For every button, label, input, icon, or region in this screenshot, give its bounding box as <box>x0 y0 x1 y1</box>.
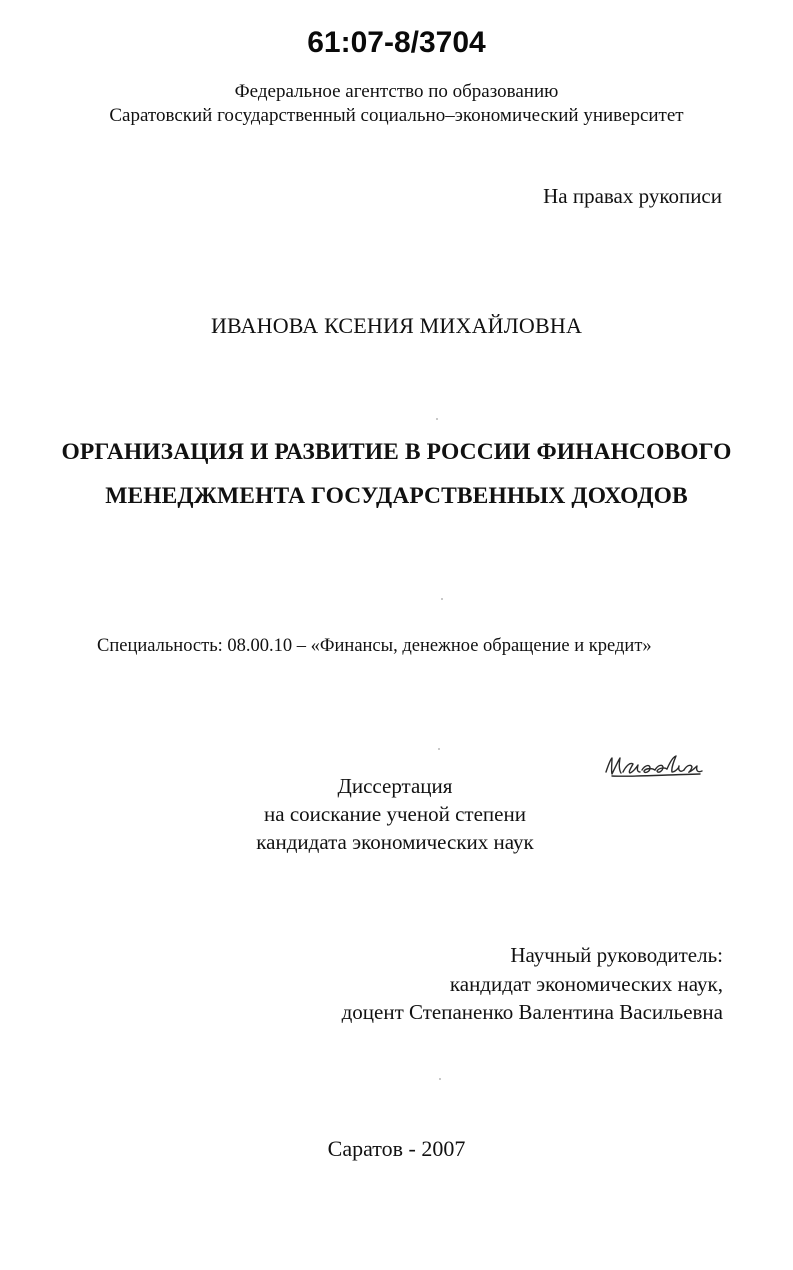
advisor-name: доцент Степаненко Валентина Васильевна <box>341 1000 723 1024</box>
scan-speck <box>436 418 438 420</box>
city-and-year: Саратов - 2007 <box>327 1136 466 1161</box>
degree-name: кандидата экономических наук <box>256 830 534 854</box>
handwritten-signature <box>600 748 710 782</box>
scan-speck <box>439 1078 441 1080</box>
advisor-degree: кандидат экономических наук, <box>449 971 723 996</box>
specialty-line: Специальность: 08.00.10 – «Финансы, денежное обращение и кредит» <box>97 636 652 656</box>
scientific-advisor-block <box>342 941 723 1027</box>
author-name: ИВАНОВА КСЕНИЯ МИХАЙЛОВНА <box>210 313 583 338</box>
title-line-2: МЕНЕДЖМЕНТА ГОСУДАРСТВЕННЫХ ДОХОДОВ <box>105 483 688 509</box>
organization-block <box>0 80 793 128</box>
advisor-heading: Научный руководитель: <box>510 943 723 967</box>
scan-speck <box>438 748 440 750</box>
archive-code-number: 61:07-8/3704 <box>307 26 486 59</box>
dissertation-statement <box>245 772 545 856</box>
university-name: Саратовский государственный социально–экономический университет <box>109 105 684 126</box>
title-line-1: ОРГАНИЗАЦИЯ И РАЗВИТИЕ В РОССИИ ФИНАНСОВОГО <box>61 439 732 465</box>
manuscript-rights-note: На правах рукописи <box>543 184 722 208</box>
degree-purpose: на соискание ученой степени <box>264 802 526 826</box>
dissertation-title <box>0 430 793 518</box>
dissertation-label: Диссертация <box>337 774 453 798</box>
agency-name: Федеральное агентство по образованию <box>234 81 559 102</box>
scan-speck <box>441 598 443 600</box>
